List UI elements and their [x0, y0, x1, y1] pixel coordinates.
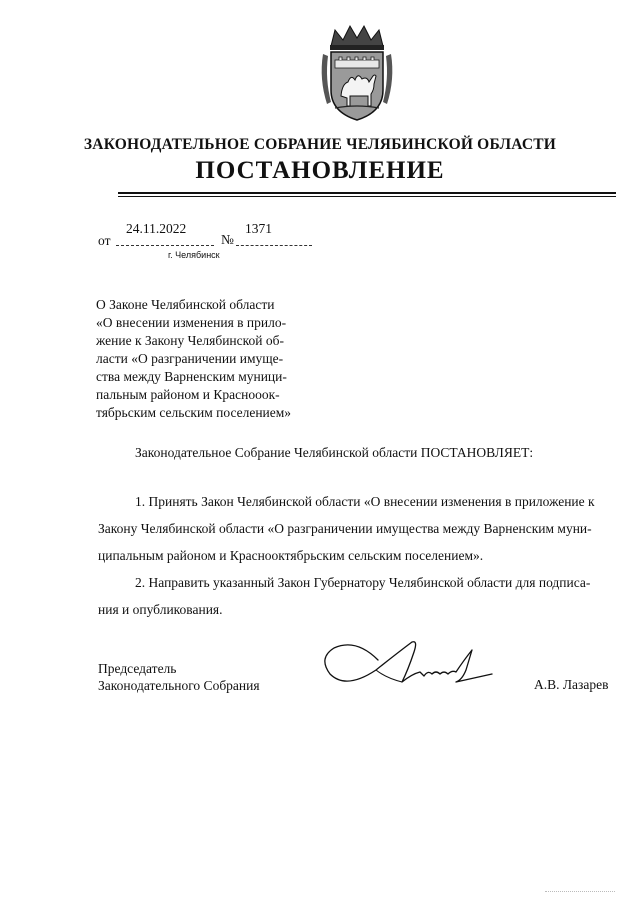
title-line: ства между Варненским муници- [96, 369, 287, 384]
header-rule [118, 192, 616, 194]
title-line: пальным районом и Краснооок- [96, 387, 280, 402]
resolution-title [96, 296, 301, 422]
number-label: № [221, 232, 234, 247]
header-rule-thin [118, 196, 616, 197]
number-line [236, 245, 312, 246]
scan-mark [545, 891, 615, 894]
handwritten-signature [316, 630, 496, 700]
title-line: «О внесении изменения в прило- [96, 315, 287, 330]
document-date: 24.11.2022 [126, 221, 187, 236]
title-line: тябрьским сельским поселением» [96, 405, 292, 420]
document-type: ПОСТАНОВЛЕНИЕ [195, 157, 445, 184]
date-line [116, 245, 214, 246]
coat-of-arms-icon [317, 24, 397, 124]
clause-1-line: 1. Принять Закон Челябинской области «О внесении изменения в приложение к [135, 494, 595, 509]
title-line: О Законе Челябинской области [96, 297, 275, 312]
signatory-title-line: Законодательного Собрания [98, 678, 260, 693]
date-label: от [98, 233, 111, 248]
organization-name: ЗАКОНОДАТЕЛЬНОЕ СОБРАНИЕ ЧЕЛЯБИНСКОЙ ОБЛАСТИ [83, 136, 557, 153]
clause-2-line: ния и опубликования. [98, 602, 223, 617]
clause-1-line: ципальным районом и Краснооктябрьским сельским поселением». [98, 548, 484, 563]
signatory-title [98, 660, 260, 694]
clause-1-line: Закону Челябинской области «О разграничении имущества между Варненским муни- [98, 521, 592, 536]
resolution-body [98, 488, 620, 623]
city: г. Челябинск [168, 250, 220, 260]
clause-2-line: 2. Направить указанный Закон Губернатору Челябинской области для подписа- [135, 575, 591, 590]
title-line: ласти «О разграничении имуще- [96, 351, 284, 366]
title-line: жение к Закону Челябинской об- [96, 333, 284, 348]
signatory-name: А.В. Лазарев [534, 677, 609, 692]
signatory-title-line: Председатель [98, 661, 177, 676]
preamble: Законодательное Собрание Челябинской области ПОСТАНОВЛЯЕТ: [135, 445, 534, 460]
document-number: 1371 [245, 221, 272, 236]
